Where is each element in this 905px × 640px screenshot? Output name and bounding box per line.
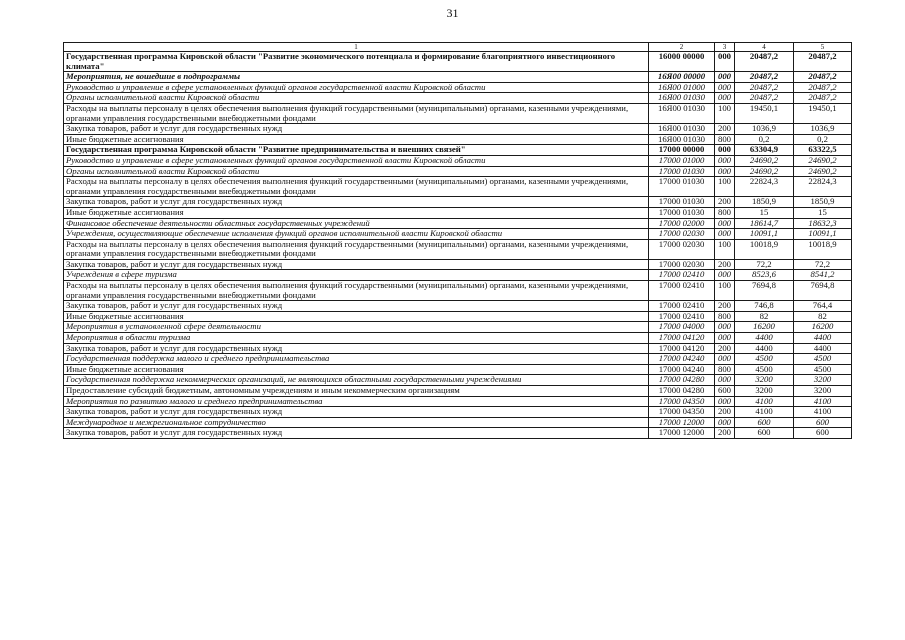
row-target-code: 17000 02410	[649, 270, 715, 281]
row-amount-1: 600	[735, 428, 794, 439]
row-amount-2: 16200	[794, 322, 852, 333]
row-expense-type: 000	[715, 218, 735, 229]
row-amount-2: 22824,3	[794, 177, 852, 197]
row-expense-type: 600	[715, 386, 735, 397]
row-target-code: 16Я00 00000	[649, 72, 715, 83]
row-target-code: 17000 01030	[649, 166, 715, 177]
row-name: Руководство и управление в сфере установленных функций органов государственной власти Кировской области	[64, 155, 649, 166]
row-expense-type: 000	[715, 52, 735, 72]
row-amount-2: 20487,2	[794, 93, 852, 104]
row-expense-type: 000	[715, 375, 735, 386]
row-name: Расходы на выплаты персоналу в целях обеспечения выполнения функций государственными (муниципальными) органами, казенными учреждениями, органами управления государственными внебюджетными фондами	[64, 177, 649, 197]
row-amount-2: 15	[794, 207, 852, 218]
row-target-code: 16Я00 01030	[649, 103, 715, 123]
row-amount-1: 18614,7	[735, 218, 794, 229]
column-number-name: 1	[64, 43, 649, 52]
row-target-code: 17000 02410	[649, 301, 715, 312]
row-amount-2: 4100	[794, 407, 852, 418]
row-name: Иные бюджетные ассигнования	[64, 311, 649, 322]
table-row	[64, 134, 852, 145]
row-target-code: 16Я00 01000	[649, 82, 715, 93]
row-amount-2: 7694,8	[794, 281, 852, 301]
row-target-code: 17000 04350	[649, 396, 715, 407]
table-row	[64, 396, 852, 407]
row-expense-type: 100	[715, 281, 735, 301]
table-row	[64, 145, 852, 156]
row-expense-type: 000	[715, 396, 735, 407]
row-amount-1: 10018,9	[735, 239, 794, 259]
table-row	[64, 417, 852, 428]
row-amount-2: 764,4	[794, 301, 852, 312]
row-target-code: 16Я00 01030	[649, 93, 715, 104]
row-expense-type: 200	[715, 124, 735, 135]
row-name: Закупка товаров, работ и услуг для государственных нужд	[64, 301, 649, 312]
table-row	[64, 229, 852, 240]
row-amount-2: 20487,2	[794, 52, 852, 72]
row-amount-2: 18632,3	[794, 218, 852, 229]
table-row	[64, 386, 852, 397]
row-expense-type: 000	[715, 93, 735, 104]
row-target-code: 16Я00 01030	[649, 134, 715, 145]
row-target-code: 17000 04350	[649, 407, 715, 418]
row-amount-1: 20487,2	[735, 93, 794, 104]
table-row	[64, 407, 852, 418]
table-row	[64, 322, 852, 333]
table-row	[64, 177, 852, 197]
row-amount-1: 20487,2	[735, 82, 794, 93]
row-name: Предоставление субсидий бюджетным, автономным учреждениям и иным некоммерческим организациям	[64, 386, 649, 397]
row-name: Органы исполнительной власти Кировской области	[64, 93, 649, 104]
row-target-code: 17000 12000	[649, 417, 715, 428]
row-target-code: 17000 01030	[649, 207, 715, 218]
row-amount-2: 4500	[794, 354, 852, 365]
row-name: Мероприятия в области туризма	[64, 333, 649, 344]
table-row	[64, 72, 852, 83]
row-expense-type: 200	[715, 407, 735, 418]
table-row	[64, 155, 852, 166]
row-amount-2: 600	[794, 417, 852, 428]
row-expense-type: 000	[715, 322, 735, 333]
row-name: Закупка товаров, работ и услуг для государственных нужд	[64, 124, 649, 135]
table-row	[64, 93, 852, 104]
row-name: Международное и межрегиональное сотрудничество	[64, 417, 649, 428]
row-amount-1: 3200	[735, 375, 794, 386]
row-target-code: 17000 04240	[649, 364, 715, 375]
table-row	[64, 124, 852, 135]
row-amount-2: 8541,2	[794, 270, 852, 281]
row-expense-type: 000	[715, 354, 735, 365]
row-name: Финансовое обеспечение деятельности областных государственных учреждений	[64, 218, 649, 229]
table-row	[64, 207, 852, 218]
row-amount-1: 4500	[735, 364, 794, 375]
row-name: Органы исполнительной власти Кировской области	[64, 166, 649, 177]
row-name: Государственная поддержка малого и среднего предпринимательства	[64, 354, 649, 365]
row-amount-1: 63304,9	[735, 145, 794, 156]
row-expense-type: 800	[715, 207, 735, 218]
column-number-value-1: 4	[735, 43, 794, 52]
row-amount-1: 24690,2	[735, 166, 794, 177]
row-expense-type: 000	[715, 82, 735, 93]
row-name: Закупка товаров, работ и услуг для государственных нужд	[64, 259, 649, 270]
row-amount-2: 20487,2	[794, 82, 852, 93]
row-expense-type: 200	[715, 301, 735, 312]
row-expense-type: 800	[715, 364, 735, 375]
row-expense-type: 100	[715, 103, 735, 123]
row-amount-2: 82	[794, 311, 852, 322]
row-target-code: 17000 02410	[649, 281, 715, 301]
row-amount-1: 4400	[735, 333, 794, 344]
row-name: Расходы на выплаты персоналу в целях обеспечения выполнения функций государственными (муниципальными) органами, казенными учреждениями, органами управления государственными внебюджетными фондами	[64, 103, 649, 123]
row-amount-2: 1850,9	[794, 197, 852, 208]
row-amount-2: 4500	[794, 364, 852, 375]
row-target-code: 17000 01030	[649, 197, 715, 208]
row-target-code: 17000 02000	[649, 218, 715, 229]
page-number: 31	[446, 6, 459, 20]
row-target-code: 17000 02410	[649, 311, 715, 322]
table-row	[64, 333, 852, 344]
row-amount-1: 4400	[735, 343, 794, 354]
row-name: Мероприятия, не вошедшие в подпрограммы	[64, 72, 649, 83]
row-expense-type: 800	[715, 311, 735, 322]
row-target-code: 17000 02030	[649, 229, 715, 240]
row-target-code: 17000 01000	[649, 155, 715, 166]
table-row	[64, 281, 852, 301]
row-amount-2: 3200	[794, 386, 852, 397]
row-amount-2: 10018,9	[794, 239, 852, 259]
row-amount-2: 3200	[794, 375, 852, 386]
row-amount-1: 72,2	[735, 259, 794, 270]
row-amount-1: 10091,1	[735, 229, 794, 240]
table-row	[64, 343, 852, 354]
row-name: Государственная программа Кировской области "Развитие предпринимательства и внешних связей"	[64, 145, 649, 156]
row-expense-type: 200	[715, 259, 735, 270]
row-amount-1: 4500	[735, 354, 794, 365]
row-name: Учреждения, осуществляющие обеспечение исполнения функций органов исполнительной власти Кировской области	[64, 229, 649, 240]
row-name: Государственная программа Кировской области "Развитие экономического потенциала и формирование благоприятного инвестиционного климата"	[64, 52, 649, 72]
row-amount-1: 600	[735, 417, 794, 428]
column-number-value-2: 5	[794, 43, 852, 52]
row-target-code: 17000 02030	[649, 259, 715, 270]
row-expense-type: 800	[715, 134, 735, 145]
row-amount-2: 10091,1	[794, 229, 852, 240]
row-expense-type: 000	[715, 417, 735, 428]
row-expense-type: 000	[715, 333, 735, 344]
table-row	[64, 52, 852, 72]
row-name: Учреждения в сфере туризма	[64, 270, 649, 281]
budget-table-body	[64, 43, 852, 439]
row-name: Закупка товаров, работ и услуг для государственных нужд	[64, 343, 649, 354]
row-expense-type: 000	[715, 270, 735, 281]
row-amount-2: 24690,2	[794, 166, 852, 177]
row-expense-type: 000	[715, 145, 735, 156]
row-amount-2: 1036,9	[794, 124, 852, 135]
column-number-type: 3	[715, 43, 735, 52]
row-amount-1: 16200	[735, 322, 794, 333]
row-amount-1: 3200	[735, 386, 794, 397]
table-row	[64, 311, 852, 322]
row-amount-2: 4400	[794, 343, 852, 354]
row-expense-type: 100	[715, 239, 735, 259]
row-name: Закупка товаров, работ и услуг для государственных нужд	[64, 197, 649, 208]
row-name: Иные бюджетные ассигнования	[64, 364, 649, 375]
table-row	[64, 103, 852, 123]
row-amount-1: 4100	[735, 407, 794, 418]
table-row	[64, 354, 852, 365]
table-row	[64, 166, 852, 177]
row-amount-1: 1036,9	[735, 124, 794, 135]
row-amount-2: 0,2	[794, 134, 852, 145]
row-target-code: 17000 04120	[649, 343, 715, 354]
row-amount-2: 4100	[794, 396, 852, 407]
row-amount-1: 1850,9	[735, 197, 794, 208]
table-row	[64, 82, 852, 93]
row-expense-type: 200	[715, 343, 735, 354]
row-amount-1: 19450,1	[735, 103, 794, 123]
row-expense-type: 000	[715, 166, 735, 177]
row-amount-1: 20487,2	[735, 52, 794, 72]
row-target-code: 17000 04240	[649, 354, 715, 365]
row-name: Расходы на выплаты персоналу в целях обеспечения выполнения функций государственными (муниципальными) органами, казенными учреждениями, органами управления государственными внебюджетными фондами	[64, 281, 649, 301]
table-row	[64, 197, 852, 208]
row-name: Иные бюджетные ассигнования	[64, 134, 649, 145]
row-expense-type: 200	[715, 197, 735, 208]
row-amount-1: 15	[735, 207, 794, 218]
row-amount-2: 72,2	[794, 259, 852, 270]
row-amount-2: 20487,2	[794, 72, 852, 83]
table-row	[64, 364, 852, 375]
row-name: Расходы на выплаты персоналу в целях обеспечения выполнения функций государственными (муниципальными) органами, казенными учреждениями, органами управления государственными внебюджетными фондами	[64, 239, 649, 259]
row-amount-1: 8523,6	[735, 270, 794, 281]
row-target-code: 17000 04280	[649, 386, 715, 397]
column-number-row	[64, 43, 852, 52]
row-expense-type: 000	[715, 155, 735, 166]
row-target-code: 17000 04280	[649, 375, 715, 386]
row-name: Государственная поддержка некоммерческих организаций, не являющихся областными государственными учреждениями	[64, 375, 649, 386]
row-expense-type: 000	[715, 229, 735, 240]
row-target-code: 17000 12000	[649, 428, 715, 439]
table-row	[64, 218, 852, 229]
row-target-code: 16Я00 01030	[649, 124, 715, 135]
row-amount-1: 0,2	[735, 134, 794, 145]
row-name: Закупка товаров, работ и услуг для государственных нужд	[64, 428, 649, 439]
row-amount-1: 82	[735, 311, 794, 322]
row-name: Закупка товаров, работ и услуг для государственных нужд	[64, 407, 649, 418]
row-name: Руководство и управление в сфере установленных функций органов государственной власти Кировской области	[64, 82, 649, 93]
table-row	[64, 259, 852, 270]
row-target-code: 17000 01030	[649, 177, 715, 197]
row-name: Иные бюджетные ассигнования	[64, 207, 649, 218]
row-amount-1: 20487,2	[735, 72, 794, 83]
row-expense-type: 000	[715, 72, 735, 83]
row-amount-1: 746,8	[735, 301, 794, 312]
row-amount-2: 19450,1	[794, 103, 852, 123]
row-name: Мероприятия по развитию малого и среднего предпринимательства	[64, 396, 649, 407]
row-amount-2: 24690,2	[794, 155, 852, 166]
table-row	[64, 239, 852, 259]
row-amount-2: 63322,5	[794, 145, 852, 156]
row-target-code: 16000 00000	[649, 52, 715, 72]
row-target-code: 17000 02030	[649, 239, 715, 259]
row-expense-type: 100	[715, 177, 735, 197]
row-target-code: 17000 04000	[649, 322, 715, 333]
row-amount-2: 4400	[794, 333, 852, 344]
table-row	[64, 270, 852, 281]
row-amount-1: 7694,8	[735, 281, 794, 301]
table-row	[64, 301, 852, 312]
row-target-code: 17000 00000	[649, 145, 715, 156]
budget-table	[63, 42, 852, 439]
row-name: Мероприятия в установленной сфере деятельности	[64, 322, 649, 333]
row-amount-1: 4100	[735, 396, 794, 407]
row-amount-1: 22824,3	[735, 177, 794, 197]
table-row	[64, 375, 852, 386]
row-amount-1: 24690,2	[735, 155, 794, 166]
column-number-code: 2	[649, 43, 715, 52]
table-row	[64, 428, 852, 439]
row-expense-type: 200	[715, 428, 735, 439]
row-amount-2: 600	[794, 428, 852, 439]
row-target-code: 17000 04120	[649, 333, 715, 344]
